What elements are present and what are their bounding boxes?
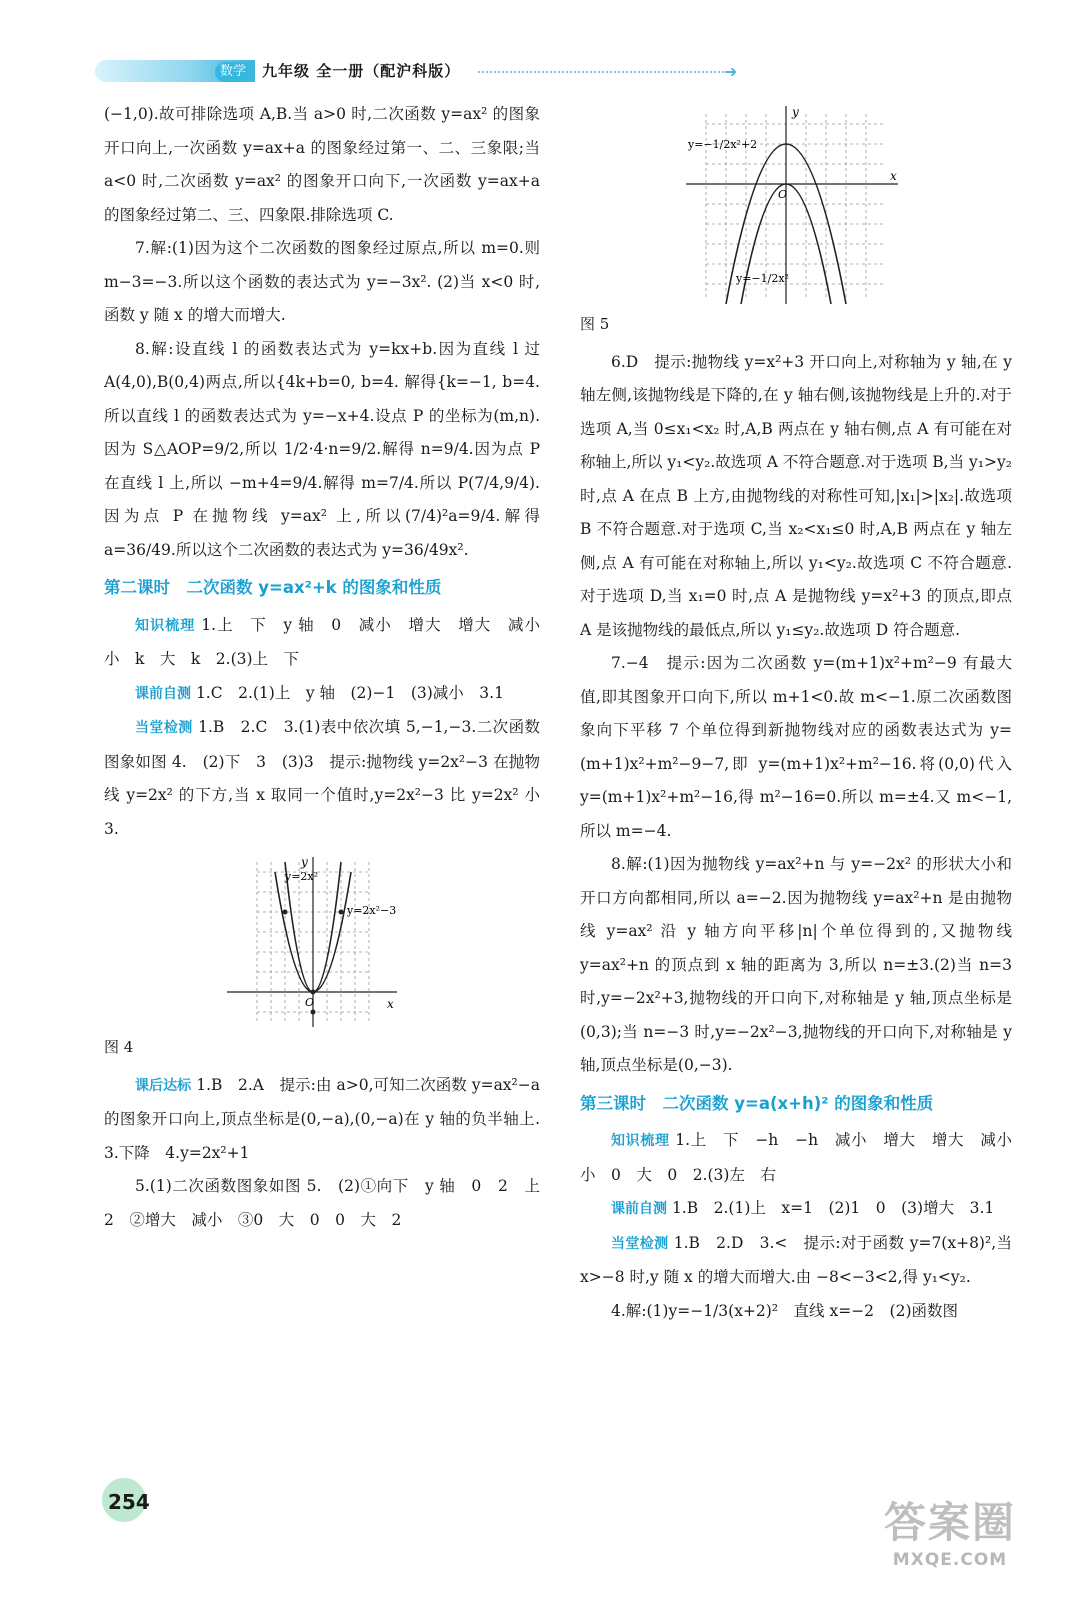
label-knowledge-3: 知识梳理 bbox=[611, 1133, 670, 1149]
svg-text:O: O bbox=[305, 996, 315, 1009]
in-class-test-3 bbox=[580, 1227, 1012, 1295]
knowledge-text: 1.上 下 y 轴 0 减小 增大 增大 减小 小 k 大 k 2.(3)上 下 bbox=[104, 615, 556, 668]
watermark bbox=[870, 1490, 1030, 1580]
after-class-test bbox=[104, 1069, 556, 1171]
label-inclass-3: 当堂检测 bbox=[611, 1235, 669, 1252]
label-afterclass: 课后达标 bbox=[135, 1077, 192, 1094]
section-title-lesson-3: 第三课时 二次函数 y=a(x+h)² 的图象和性质 bbox=[580, 1093, 934, 1113]
label-inclass: 当堂检测 bbox=[135, 720, 193, 736]
svg-text:y: y bbox=[301, 855, 308, 869]
knowledge-summary bbox=[104, 609, 556, 677]
answer-7: 7.解:(1)因为这个二次函数的图象经过原点,所以 m=0.则 m−3=−3.所以这个函数的表达式为 y=−3x². (2)当 x<0 时,函数 y 随 x 的增大而增大. bbox=[104, 239, 540, 324]
paragraph-continuation: (−1,0).故可排除选项 A,B.当 a>0 时,二次函数 y=ax² 的图象开口向上,一次函数 y=ax+a 的图象经过第一、二、三象限;当 a<0 时,二次函数 y=ax² 的图象开口向下,一次函数 y=ax+a 的图象经过第二、三、四象限.排除选项 C. bbox=[104, 105, 540, 224]
answer-5: 5.(1)二次函数图象如图 5. (2)①向下 y 轴 0 2 上 2 ②增大 减小 ③0 大 0 0 大 2 bbox=[104, 1177, 556, 1229]
arrow-icon: ➜ bbox=[724, 62, 738, 81]
header-divider bbox=[478, 71, 728, 73]
knowledge-text-3: 1.上 下 −h −h 减小 增大 增大 减小 小 0 大 0 2.(3)左 右 bbox=[580, 1131, 1028, 1184]
left-column bbox=[104, 98, 556, 1237]
answer-6: 6.D 提示:抛物线 y=x²+3 开口向上,对称轴为 y 轴,在 y 轴左侧,该抛物线是下降的,在 y 轴右侧,该抛物线是上升的.对于选项 A,当 0≤x₁<x₂ 时,A,B 两点在 y 轴右侧,点 A 有可能在对称轴上,所以 y₁<y₂.故选项 A 不符合题意.对于选项 B,当 y₁>y₂ 时,点 A 在点 B 上方,由抛物线的对称性可知,|x₁|>|x₂|.故选项 B 不符合题意.对于选项 C,当 x₂<x₁≤0 时,A,B 两点在 y 轴左侧,点 A 有可能在对称轴上,所以 y₁<y₂.故选项 C 不符合题意.对于选项 D,当 x₁=0 时,点 A 是抛物线 y=x²+3 的顶点,即点 A 是该抛物线的最低点,所以 y₁≤y₂.故选项 D 符合题意. bbox=[580, 352, 1012, 639]
watermark-logo-text: 答案圈 bbox=[883, 1498, 1016, 1547]
section-title-lesson-2: 第二课时 二次函数 y=ax²+k 的图象和性质 bbox=[104, 578, 442, 597]
answer-7-right: 7.−4 提示:因为二次函数 y=(m+1)x²+m²−9 有最大值,即其图象开口向下,所以 m+1<0.故 m<−1.原二次函数图象向下平移 7 个单位得到新抛物线对应的函数表达式为 y=(m+1)x²+m²−9−7,即 y=(m+1)x²+m²−16.将(0,0)代入 y=(m+1)x²+m²−16,得 m²−16=0.所以 m=±4.又 m<−1,所以 m=−4. bbox=[580, 654, 1012, 840]
fig5-label-a: y=−1/2x²+2 bbox=[688, 138, 758, 151]
pre-class-test-3 bbox=[580, 1192, 1012, 1227]
right-column bbox=[580, 98, 1028, 1328]
fig4-label-b: y=2x²−3 bbox=[347, 904, 397, 917]
label-preclass-3: 课前自测 bbox=[611, 1201, 667, 1217]
svg-text:x: x bbox=[890, 169, 897, 183]
answer-4-right: 4.解:(1)y=−1/3(x+2)² 直线 x=−2 (2)函数图 bbox=[611, 1301, 959, 1320]
header-title: 九年级 全一册（配沪科版） bbox=[262, 62, 461, 80]
figure-4-caption: 图 4 bbox=[104, 1038, 134, 1056]
svg-text:y: y bbox=[792, 105, 799, 119]
in-class-test bbox=[104, 711, 540, 846]
figure-4-graph bbox=[227, 852, 417, 1027]
figure-4 bbox=[227, 852, 417, 1027]
inclass-text-3: 1.B 2.D 3.< 提示:对于函数 y=7(x+8)²,当 x>−8 时,y 随 x 的增大而增大.由 −8<−3<2,得 y₁<y₂. bbox=[580, 1233, 1012, 1286]
svg-text:x: x bbox=[387, 997, 394, 1011]
afterclass-text: 1.B 2.A 提示:由 a>0,可知二次函数 y=ax²−a 的图象开口向上,顶点坐标是(0,−a),(0,−a)在 y 轴的负半轴上. 3.下降 4.y=2x²+1 bbox=[104, 1075, 556, 1162]
watermark-url: MXQE.COM bbox=[892, 1550, 1008, 1570]
fig4-label-a: y=2x² bbox=[285, 870, 319, 883]
answer-8-right: 8.解:(1)因为抛物线 y=ax²+n 与 y=−2x² 的形状大小和开口方向都相同,所以 a=−2.因为抛物线 y=ax²+n 是由抛物线 y=ax² 沿 y 轴方向平移|n|个单位得到的,又抛物线 y=ax²+n 的顶点到 x 轴的距离为 3,所以 n=±3.(2)当 n=3 时,y=−2x²+3,抛物线的开口向下,对称轴是 y 轴,顶点坐标是(0,3);当 n=−3 时,y=−2x²−3,抛物线的开口向下,对称轴是 y 轴,顶点坐标是(0,−3). bbox=[580, 855, 1012, 1074]
svg-text:O: O bbox=[778, 188, 788, 201]
fig5-label-b: y=−1/2x² bbox=[736, 272, 789, 285]
preclass-text-3: 1.B 2.(1)上 x=1 (2)1 0 (3)增大 3.1 bbox=[671, 1199, 995, 1217]
label-knowledge: 知识梳理 bbox=[135, 617, 196, 634]
knowledge-summary-3 bbox=[580, 1124, 1028, 1192]
page-number: 254 bbox=[108, 1490, 150, 1514]
figure-5-caption: 图 5 bbox=[580, 315, 610, 333]
subject-badge: 数学 bbox=[215, 62, 251, 82]
label-preclass: 课前自测 bbox=[135, 685, 191, 702]
inclass-text: 1.B 2.C 3.(1)表中依次填 5,−1,−3.二次函数图象如图 4. (2)下 3 (3)3 提示:抛物线 y=2x²−3 在抛物线 y=2x² 的下方,当 x 取同一个值时,y=2x²−3 比 y=2x² 小 3. bbox=[104, 718, 541, 838]
figure-5 bbox=[686, 104, 906, 304]
pre-class-test bbox=[104, 677, 540, 712]
answer-8: 8.解:设直线 l 的函数表达式为 y=kx+b.因为直线 l 过 A(4,0),B(0,4)两点,所以{4k+b=0, b=4. 解得{k=−1, b=4. 所以直线 l 的函数表达式为 y=−x+4.设点 P 的坐标为(m,n).因为 S△AOP=9/2,所以 1/2·4·n=9/2.解得 n=9/4.因为点 P 在直线 l 上,所以 −m+4=9/4.解得 m=7/4.所以 P(7/4,9/4).因为点 P 在抛物线 y=ax² 上,所以(7/4)²a=9/4.解得 a=36/49.所以这个二次函数的表达式为 y=36/49x². bbox=[104, 339, 540, 559]
figure-5-graph bbox=[686, 104, 906, 304]
preclass-text: 1.C 2.(1)上 y 轴 (2)−1 (3)减小 3.1 bbox=[195, 683, 504, 702]
